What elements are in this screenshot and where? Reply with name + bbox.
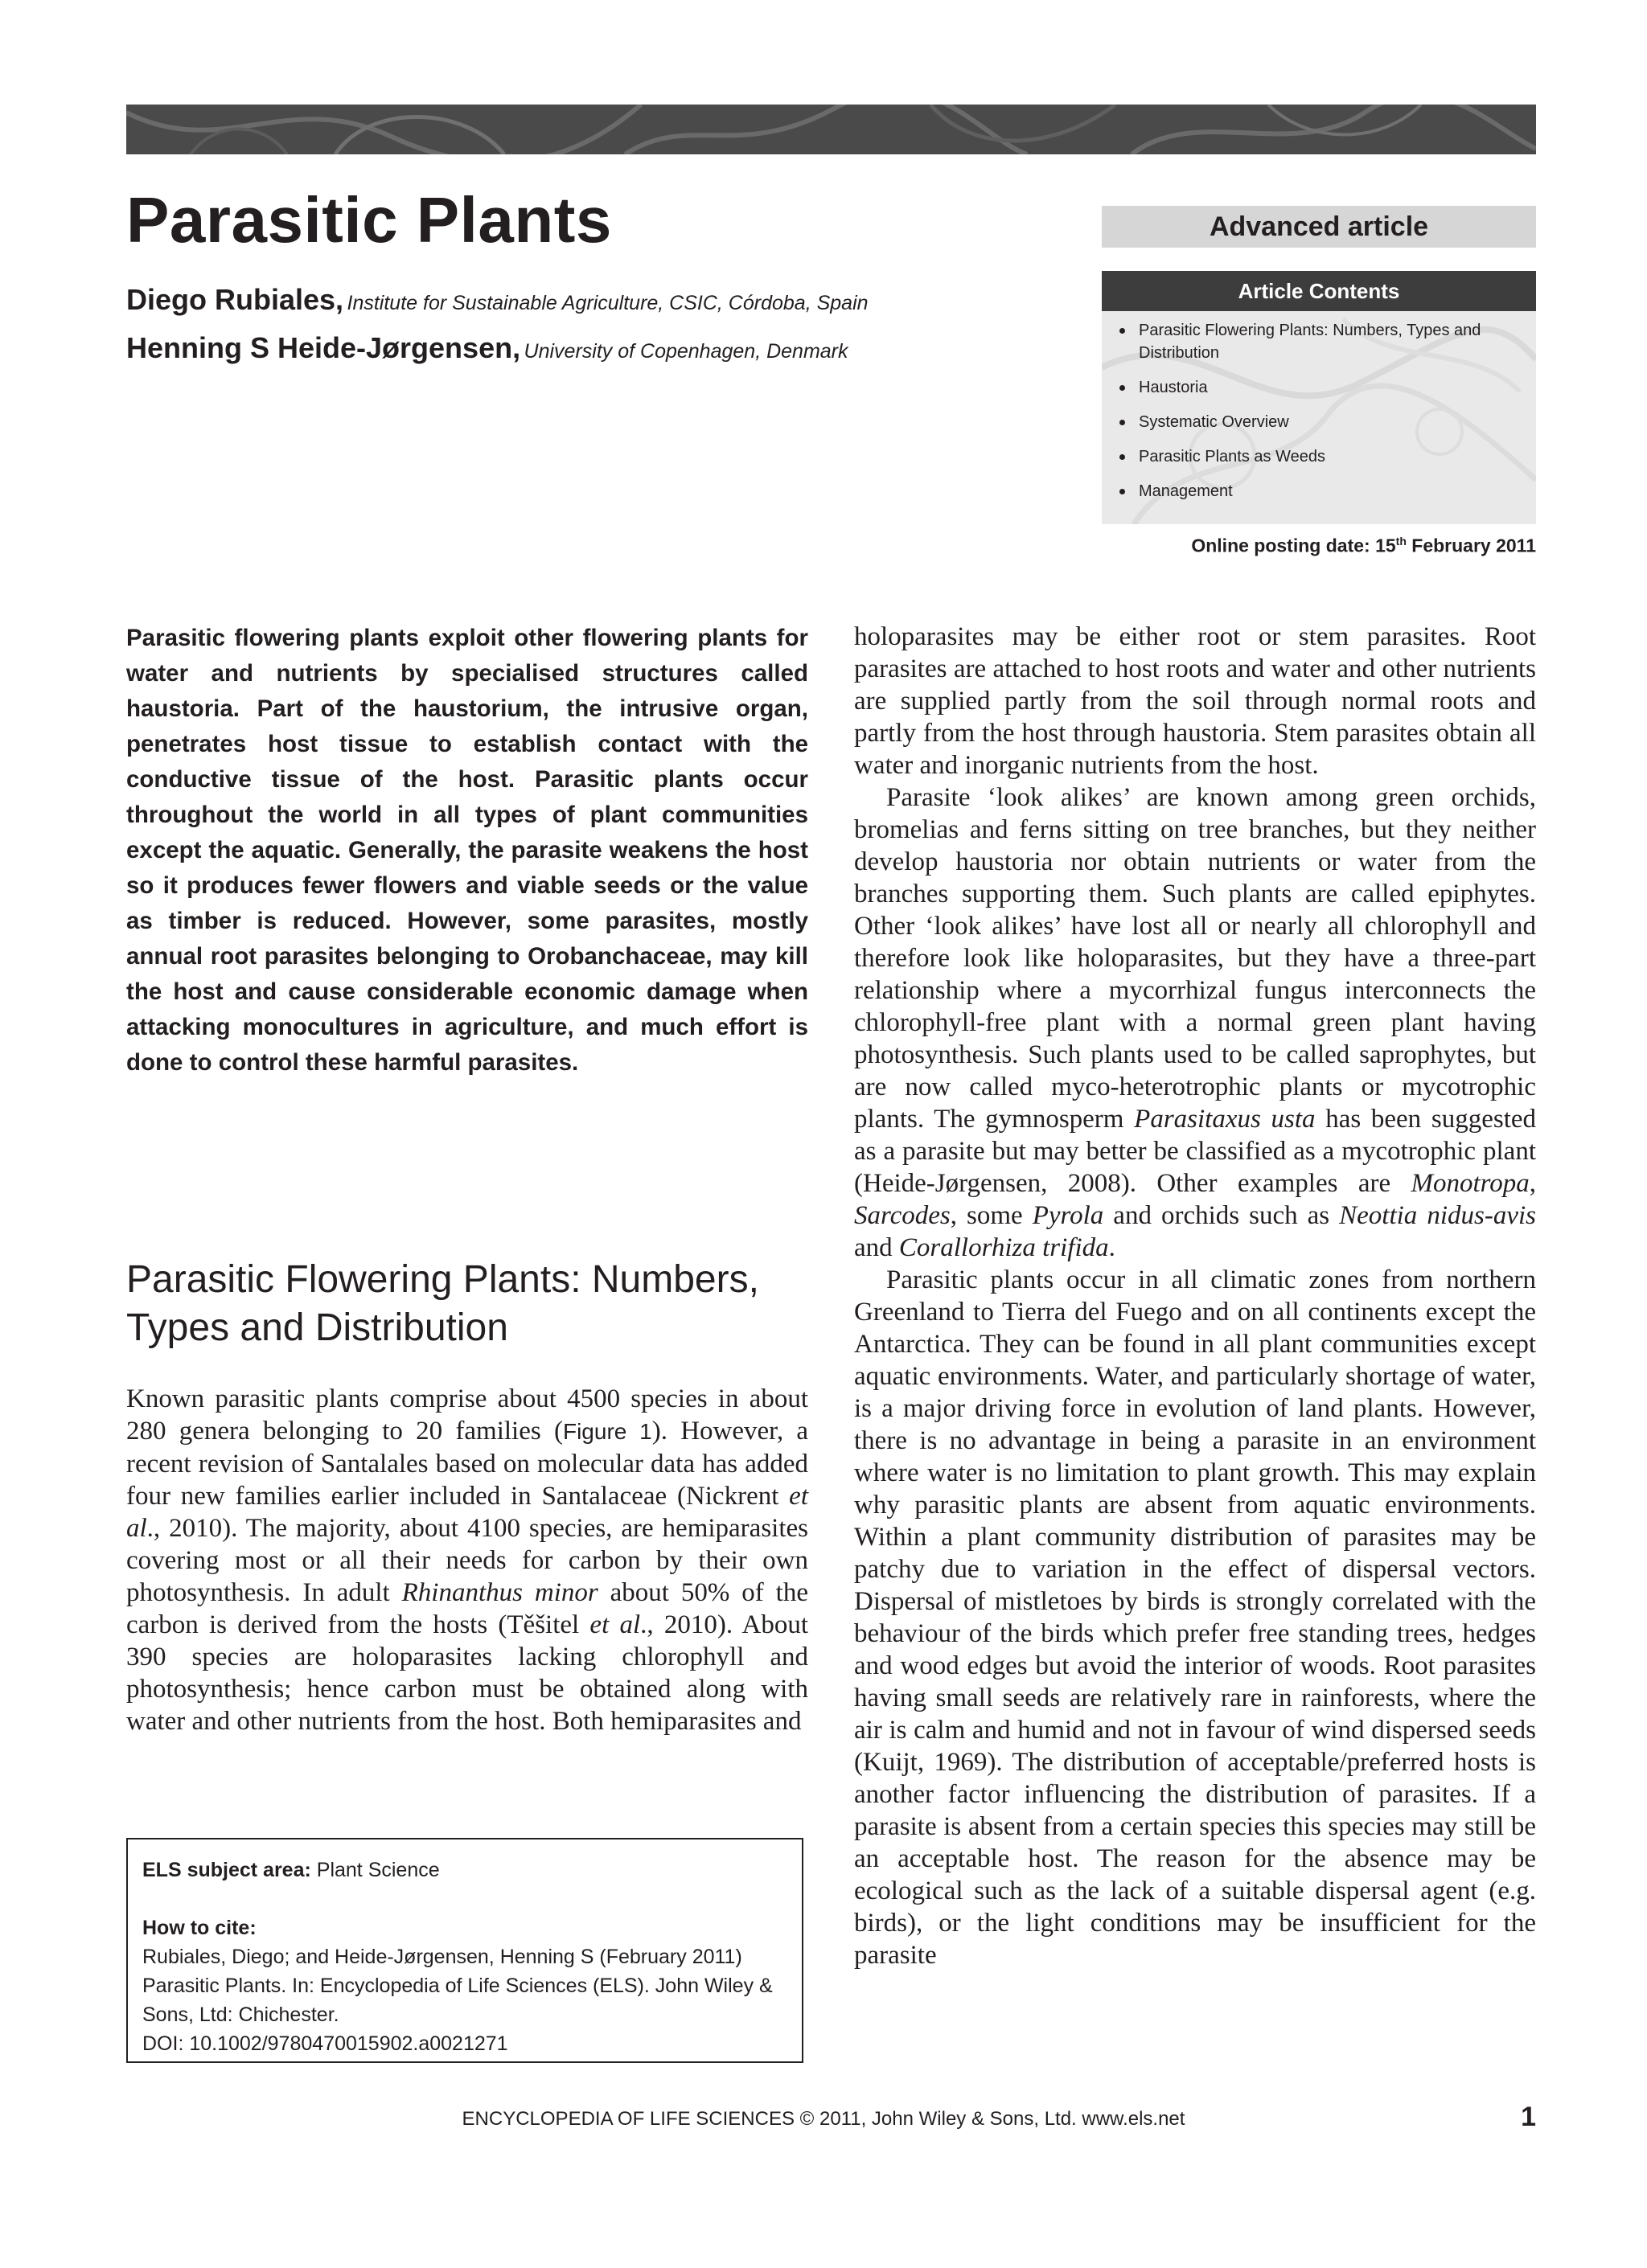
page-title: Parasitic Plants [126, 184, 612, 256]
subject-area-label: ELS subject area: [142, 1859, 311, 1881]
section-heading: Parasitic Flowering Plants: Numbers, Types and Distribution [126, 1258, 759, 1349]
text-run: ., 2010). The majority, about 4100 species, are hemiparasites covering most or all their needs for carbon by their own photosynthesis. In adult [126, 1514, 808, 1607]
species-name: Sarcodes [854, 1201, 951, 1230]
text-run: and orchids such as [1103, 1201, 1340, 1230]
text-italic: et al [589, 1610, 641, 1639]
author-affiliation: University of Copenhagen, Denmark [524, 340, 848, 363]
author-line-1 [126, 283, 869, 317]
text-run: ). However, a recent revision of Santalales based on molecular data has added four new families earlier included in Santalaceae (Nickrent [126, 1417, 808, 1511]
contents-item[interactable]: Haustoria [1118, 376, 1520, 399]
contents-item[interactable]: Management [1118, 480, 1520, 502]
posting-date-label: Online posting date: [1191, 535, 1370, 556]
article-contents-box [1102, 271, 1536, 524]
citation-line: Parasitic Plants. In: Encyclopedia of Life Sciences (ELS). John Wiley & [142, 1975, 773, 1997]
figure-reference-link[interactable]: Figure 1 [562, 1419, 652, 1444]
online-posting-date [1191, 535, 1536, 557]
body-paragraph: holoparasites may be either root or stem parasites. Root parasites are attached to host roots and water and other nutrients are supplied partly from the soil through normal roots and partly from the host through haustoria. Stem parasites obtain all water and inorganic nutrients from the host. [854, 622, 1536, 780]
banner-swirl-decoration [126, 105, 1536, 154]
text-run: ., 2010). About 390 species are holoparasites lacking chlorophyll and photosynthesis; hence carbon must be obtained along with water and other nutrients from the host. Both hemiparasites and [126, 1610, 809, 1736]
author-name: Henning S Heide-Jørgensen, [126, 331, 521, 364]
author-line-2 [126, 331, 848, 365]
subject-area-value: Plant Science [316, 1859, 440, 1881]
citation-line: Rubiales, Diego; and Heide-Jørgensen, Henning S (February 2011) [142, 1946, 742, 1968]
cite-label: How to cite: [142, 1917, 257, 1939]
article-contents-heading: Article Contents [1102, 271, 1536, 311]
body-paragraph-left [126, 1383, 808, 1737]
contents-item[interactable]: Systematic Overview [1118, 411, 1520, 433]
citation-line: Sons, Ltd: Chichester. [142, 2003, 339, 2026]
posting-date-day-suffix: th [1395, 535, 1407, 548]
author-affiliation: Institute for Sustainable Agriculture, CSIC, Córdoba, Spain [347, 292, 869, 314]
citation-info-box [126, 1838, 803, 2063]
text-run: and [854, 1233, 899, 1262]
species-name: Pyrola [1032, 1201, 1104, 1230]
text-run: , some [950, 1201, 1033, 1230]
article-type-label: Advanced article [1102, 206, 1536, 248]
body-paragraph: Parasitic plants occur in all climatic zones from northern Greenland to Tierra del Fuego and on all continents except the Antarctica. They can be found in all plant communities except aquatic environments. Water, and particularly shortage of water, is a major driving force in evolution of land plants. However, there is no advantage in being a parasite in an environment where water is no limitation to plant growth. This may explain why parasitic plants are absent from aquatic environments. Within a plant community distribution of parasites may be patchy due to variation in the effect of dispersal vectors. Dispersal of mistletoes by birds is strongly correlated with the behaviour of the birds which prefer free standing trees, hedges and wood edges but avoid the interior of woods. Root parasites having small seeds are relatively rare in rainforests, where the air is calm and humid and not in favour of wind dispersed seeds (Kuijt, 1969). The distribution of acceptable/preferred hosts is another factor influencing the distribution of parasites. If a parasite is absent from a certain species this species may still be an acceptable host. The reason for the absence may be ecological such as the lack of a suitable dispersal agent (e.g. birds), or the light conditions may be insufficient for the parasite [854, 1265, 1536, 1970]
body-paragraph [854, 781, 1536, 1264]
species-name: Corallorhiza trifida [898, 1233, 1109, 1262]
contents-item[interactable]: Parasitic Plants as Weeds [1118, 445, 1520, 468]
posting-date-day: 15 [1375, 535, 1396, 556]
contents-item[interactable]: Parasitic Flowering Plants: Numbers, Types and Distribution [1118, 319, 1520, 364]
text-run: . [1108, 1233, 1115, 1262]
text-run: has been suggested as a parasite but may better be classified as a mycotrophic plant (Heide-Jørgensen, 2008). Other examples are [854, 1105, 1537, 1198]
how-to-cite-label [142, 1913, 787, 1942]
text-italic: et al [126, 1482, 808, 1543]
page-footer: ENCYCLOPEDIA OF LIFE SCIENCES © 2011, John Wiley & Sons, Ltd. www.els.net [462, 2108, 1185, 2130]
text-run: , [1529, 1169, 1536, 1198]
header-banner [126, 105, 1536, 154]
text-run: Known parasitic plants comprise about 4500 species in about 280 genera belonging to 20 families ( [126, 1384, 808, 1446]
text-run: Parasite ‘look alikes’ are known among green orchids, bromelias and ferns sitting on tree branches, but they neither develop haustoria nor obtain nutrients or water from the branches supporting them. Such plants are called epiphytes. Other ‘look alikes’ have lost all or nearly all chlorophyll and therefore look like holoparasites, but they have a three-part relationship where a mycorrhizal fungus interconnects the chlorophyll-free plant with a normal green plant having photosynthesis. Such plants used to be called saprophytes, but are now called myco-heterotrophic plants or mycotrophic plants. The gymnosperm [854, 783, 1536, 1134]
author-name: Diego Rubiales, [126, 283, 344, 316]
body-column-right [854, 621, 1536, 1971]
text-run: about 50% of the carbon is derived from the hosts (Těšitel [126, 1578, 808, 1639]
abstract: Parasitic flowering plants exploit other flowering plants for water and nutrients by specialised structures called haustoria. Part of the haustorium, the intrusive organ, penetrates host tissue to establish contact with the conductive tissue of the host. Parasitic plants occur throughout the world in all types of plant communities except the aquatic. Generally, the parasite weakens the host so it produces fewer flowers and viable seeds or the value as timber is reduced. However, some parasites, mostly annual root parasites belonging to Orobanchaceae, may kill the host and cause considerable economic damage when attacking monocultures in agriculture, and much effort is done to control these harmful parasites. [126, 625, 808, 1076]
species-name: Neottia nidus-avis [1339, 1201, 1536, 1230]
article-contents-list [1102, 311, 1536, 502]
species-name: Parasitaxus usta [1134, 1105, 1316, 1134]
subject-area [142, 1856, 787, 1885]
species-name: Rhinanthus minor [401, 1578, 598, 1607]
species-name: Monotropa [1411, 1169, 1530, 1198]
posting-date-month-year: February 2011 [1411, 535, 1536, 556]
citation-doi[interactable]: DOI: 10.1002/9780470015902.a0021271 [142, 2032, 508, 2055]
page-number: 1 [1521, 2102, 1536, 2132]
